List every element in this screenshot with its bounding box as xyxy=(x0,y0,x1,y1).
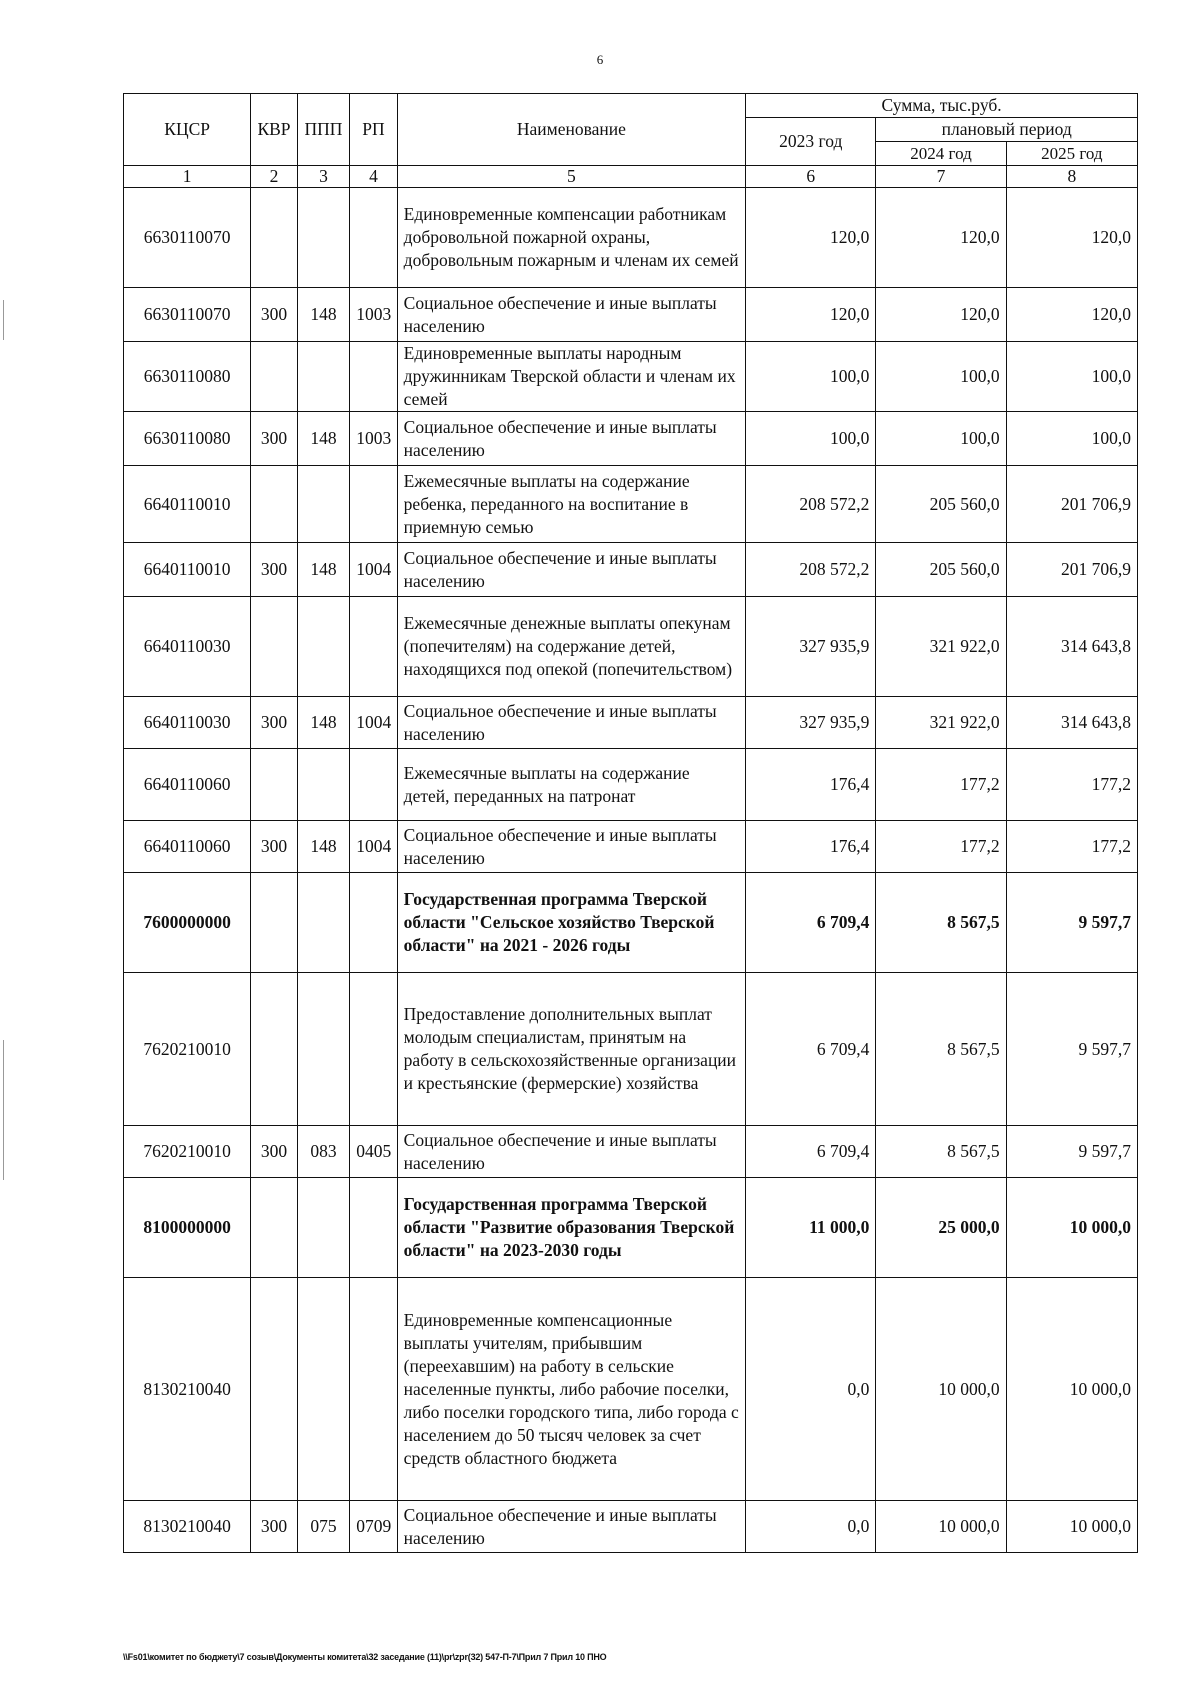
cell-name: Ежемесячные денежные выплаты опекунам (попечителям) на содержание детей, находящихся под опекой (попечительством) xyxy=(397,597,745,697)
cell-2024: 100,0 xyxy=(876,412,1006,466)
header-name: Наименование xyxy=(397,94,745,166)
table-row xyxy=(124,188,1138,288)
document-file-path: \\Fs01\комитет по бюджету\7 созыв\Документы комитета\32 заседание (11)\pr\zpr(32) 547-П-7\Прил 7 Прил 10 ПНО xyxy=(123,1652,607,1662)
cell-rp xyxy=(350,873,397,973)
cell-kvr xyxy=(251,1278,297,1501)
cell-2025: 10 000,0 xyxy=(1006,1278,1137,1501)
table-row xyxy=(124,973,1138,1126)
cell-name: Государственная программа Тверской области "Развитие образования Тверской области" на 2023-2030 годы xyxy=(397,1178,745,1278)
column-number: 5 xyxy=(397,166,745,188)
cell-2025: 100,0 xyxy=(1006,342,1137,412)
table-row xyxy=(124,342,1138,412)
cell-2025: 9 597,7 xyxy=(1006,973,1137,1126)
cell-ppp: 148 xyxy=(297,697,350,749)
cell-name: Социальное обеспечение и иные выплаты населению xyxy=(397,697,745,749)
header-plan-period: плановый период xyxy=(876,118,1138,142)
table-row xyxy=(124,749,1138,821)
cell-2025: 9 597,7 xyxy=(1006,1126,1137,1178)
cell-2025: 177,2 xyxy=(1006,821,1137,873)
table-row xyxy=(124,543,1138,597)
cell-kcsr: 6640110030 xyxy=(124,697,251,749)
cell-kcsr: 8130210040 xyxy=(124,1278,251,1501)
header-rp: РП xyxy=(350,94,397,166)
cell-kcsr: 6630110070 xyxy=(124,288,251,342)
cell-rp xyxy=(350,597,397,697)
cell-name: Государственная программа Тверской области "Сельское хозяйство Тверской области" на 2021 - 2026 годы xyxy=(397,873,745,973)
cell-kcsr: 7620210010 xyxy=(124,1126,251,1178)
cell-ppp xyxy=(297,597,350,697)
cell-2025: 201 706,9 xyxy=(1006,466,1137,543)
cell-kvr xyxy=(251,973,297,1126)
cell-2023: 11 000,0 xyxy=(746,1178,876,1278)
table-row xyxy=(124,288,1138,342)
cell-kcsr: 6630110080 xyxy=(124,342,251,412)
cell-2024: 8 567,5 xyxy=(876,973,1006,1126)
table-row xyxy=(124,1501,1138,1553)
cell-kcsr: 6640110010 xyxy=(124,466,251,543)
header-year-2024: 2024 год xyxy=(876,142,1006,166)
header-kcsr: КЦСР xyxy=(124,94,251,166)
cell-2024: 10 000,0 xyxy=(876,1278,1006,1501)
cell-rp xyxy=(350,466,397,543)
page-number: 6 xyxy=(596,52,604,67)
cell-kcsr: 6630110070 xyxy=(124,188,251,288)
cell-ppp xyxy=(297,342,350,412)
cell-2023: 6 709,4 xyxy=(746,873,876,973)
column-number: 1 xyxy=(124,166,251,188)
cell-kcsr: 6640110060 xyxy=(124,821,251,873)
cell-rp xyxy=(350,1278,397,1501)
cell-kcsr: 8130210040 xyxy=(124,1501,251,1553)
cell-kvr xyxy=(251,188,297,288)
cell-ppp: 148 xyxy=(297,821,350,873)
cell-2024: 321 922,0 xyxy=(876,597,1006,697)
cell-kcsr: 6640110060 xyxy=(124,749,251,821)
cell-2023: 6 709,4 xyxy=(746,973,876,1126)
table-row-program xyxy=(124,873,1138,973)
table-row xyxy=(124,697,1138,749)
cell-rp xyxy=(350,188,397,288)
cell-2024: 120,0 xyxy=(876,288,1006,342)
cell-ppp xyxy=(297,873,350,973)
column-number: 7 xyxy=(876,166,1006,188)
cell-2025: 314 643,8 xyxy=(1006,597,1137,697)
cell-kvr xyxy=(251,342,297,412)
cell-kvr: 300 xyxy=(251,697,297,749)
table-row xyxy=(124,597,1138,697)
cell-2024: 8 567,5 xyxy=(876,873,1006,973)
table-row xyxy=(124,821,1138,873)
cell-kcsr: 6640110030 xyxy=(124,597,251,697)
cell-name: Социальное обеспечение и иные выплаты населению xyxy=(397,821,745,873)
cell-rp xyxy=(350,342,397,412)
table-row xyxy=(124,412,1138,466)
cell-2024: 10 000,0 xyxy=(876,1501,1006,1553)
column-number: 4 xyxy=(350,166,397,188)
cell-2023: 120,0 xyxy=(746,288,876,342)
header-kvr: КВР xyxy=(251,94,297,166)
cell-2023: 0,0 xyxy=(746,1501,876,1553)
cell-kcsr: 8100000000 xyxy=(124,1178,251,1278)
cell-ppp xyxy=(297,188,350,288)
column-number-row xyxy=(124,166,1138,188)
cell-ppp: 075 xyxy=(297,1501,350,1553)
cell-2024: 205 560,0 xyxy=(876,466,1006,543)
cell-name: Ежемесячные выплаты на содержание ребенка, переданного на воспитание в приемную семью xyxy=(397,466,745,543)
cell-2023: 176,4 xyxy=(746,821,876,873)
table-row xyxy=(124,1278,1138,1501)
cell-ppp xyxy=(297,1278,350,1501)
cell-rp xyxy=(350,749,397,821)
cell-2024: 177,2 xyxy=(876,821,1006,873)
cell-rp: 0405 xyxy=(350,1126,397,1178)
cell-rp: 1004 xyxy=(350,697,397,749)
cell-kcsr: 6630110080 xyxy=(124,412,251,466)
header-ppp: ППП xyxy=(297,94,350,166)
table-row xyxy=(124,1126,1138,1178)
cell-name: Социальное обеспечение и иные выплаты населению xyxy=(397,543,745,597)
cell-kvr xyxy=(251,1178,297,1278)
cell-2025: 314 643,8 xyxy=(1006,697,1137,749)
cell-rp: 1004 xyxy=(350,543,397,597)
cell-2025: 177,2 xyxy=(1006,749,1137,821)
cell-2024: 321 922,0 xyxy=(876,697,1006,749)
cell-2024: 25 000,0 xyxy=(876,1178,1006,1278)
cell-2025: 201 706,9 xyxy=(1006,543,1137,597)
column-number: 8 xyxy=(1006,166,1137,188)
cell-kvr: 300 xyxy=(251,821,297,873)
cell-ppp: 148 xyxy=(297,543,350,597)
cell-2023: 0,0 xyxy=(746,1278,876,1501)
cell-kcsr: 7600000000 xyxy=(124,873,251,973)
cell-2024: 8 567,5 xyxy=(876,1126,1006,1178)
cell-rp: 1004 xyxy=(350,821,397,873)
header-sum: Сумма, тыс.руб. xyxy=(746,94,1138,118)
cell-kcsr: 6640110010 xyxy=(124,543,251,597)
cell-kvr: 300 xyxy=(251,543,297,597)
cell-name: Предоставление дополнительных выплат молодым специалистам, принятым на работу в сельскохозяйственные организации и крестьянские (фермерские) хозяйства xyxy=(397,973,745,1126)
cell-2024: 177,2 xyxy=(876,749,1006,821)
header-year-2023: 2023 год xyxy=(746,118,876,166)
cell-kvr: 300 xyxy=(251,1501,297,1553)
scan-artifact xyxy=(3,1040,4,1180)
column-number: 2 xyxy=(251,166,297,188)
cell-kvr: 300 xyxy=(251,412,297,466)
cell-2023: 6 709,4 xyxy=(746,1126,876,1178)
cell-2025: 9 597,7 xyxy=(1006,873,1137,973)
cell-2025: 120,0 xyxy=(1006,288,1137,342)
cell-kvr xyxy=(251,466,297,543)
cell-ppp: 148 xyxy=(297,412,350,466)
cell-kvr: 300 xyxy=(251,288,297,342)
cell-2023: 327 935,9 xyxy=(746,597,876,697)
cell-ppp xyxy=(297,466,350,543)
cell-ppp xyxy=(297,973,350,1126)
cell-2025: 100,0 xyxy=(1006,412,1137,466)
cell-ppp: 148 xyxy=(297,288,350,342)
cell-kcsr: 7620210010 xyxy=(124,973,251,1126)
column-number: 6 xyxy=(746,166,876,188)
scan-artifact xyxy=(3,300,4,340)
column-number: 3 xyxy=(297,166,350,188)
cell-2023: 176,4 xyxy=(746,749,876,821)
cell-rp xyxy=(350,973,397,1126)
cell-2023: 100,0 xyxy=(746,342,876,412)
table-row-program xyxy=(124,1178,1138,1278)
cell-name: Социальное обеспечение и иные выплаты населению xyxy=(397,1126,745,1178)
cell-2023: 208 572,2 xyxy=(746,543,876,597)
cell-name: Единовременные компенсационные выплаты учителям, прибывшим (переехавшим) на работу в сельские населенные пункты, либо рабочие поселки, либо поселки городского типа, либо города с населением до 50 тысяч человек за счет средств областного бюджета xyxy=(397,1278,745,1501)
cell-kvr xyxy=(251,597,297,697)
cell-2023: 100,0 xyxy=(746,412,876,466)
cell-name: Единовременные выплаты народным дружинникам Тверской области и членам их семей xyxy=(397,342,745,412)
cell-2024: 100,0 xyxy=(876,342,1006,412)
cell-rp: 1003 xyxy=(350,412,397,466)
cell-name: Социальное обеспечение и иные выплаты населению xyxy=(397,412,745,466)
header-year-2025: 2025 год xyxy=(1006,142,1137,166)
cell-name: Единовременные компенсации работникам добровольной пожарной охраны, добровольным пожарным и членам их семей xyxy=(397,188,745,288)
cell-ppp: 083 xyxy=(297,1126,350,1178)
table-row xyxy=(124,466,1138,543)
cell-rp: 1003 xyxy=(350,288,397,342)
cell-2025: 120,0 xyxy=(1006,188,1137,288)
cell-rp: 0709 xyxy=(350,1501,397,1553)
cell-2024: 120,0 xyxy=(876,188,1006,288)
cell-name: Социальное обеспечение и иные выплаты населению xyxy=(397,1501,745,1553)
budget-table xyxy=(123,93,1138,1553)
cell-2023: 208 572,2 xyxy=(746,466,876,543)
cell-2023: 120,0 xyxy=(746,188,876,288)
cell-2023: 327 935,9 xyxy=(746,697,876,749)
cell-kvr xyxy=(251,749,297,821)
cell-kvr xyxy=(251,873,297,973)
cell-name: Ежемесячные выплаты на содержание детей, переданных на патронат xyxy=(397,749,745,821)
cell-ppp xyxy=(297,749,350,821)
cell-name: Социальное обеспечение и иные выплаты населению xyxy=(397,288,745,342)
cell-2025: 10 000,0 xyxy=(1006,1178,1137,1278)
cell-rp xyxy=(350,1178,397,1278)
cell-ppp xyxy=(297,1178,350,1278)
cell-2025: 10 000,0 xyxy=(1006,1501,1137,1553)
cell-2024: 205 560,0 xyxy=(876,543,1006,597)
cell-kvr: 300 xyxy=(251,1126,297,1178)
